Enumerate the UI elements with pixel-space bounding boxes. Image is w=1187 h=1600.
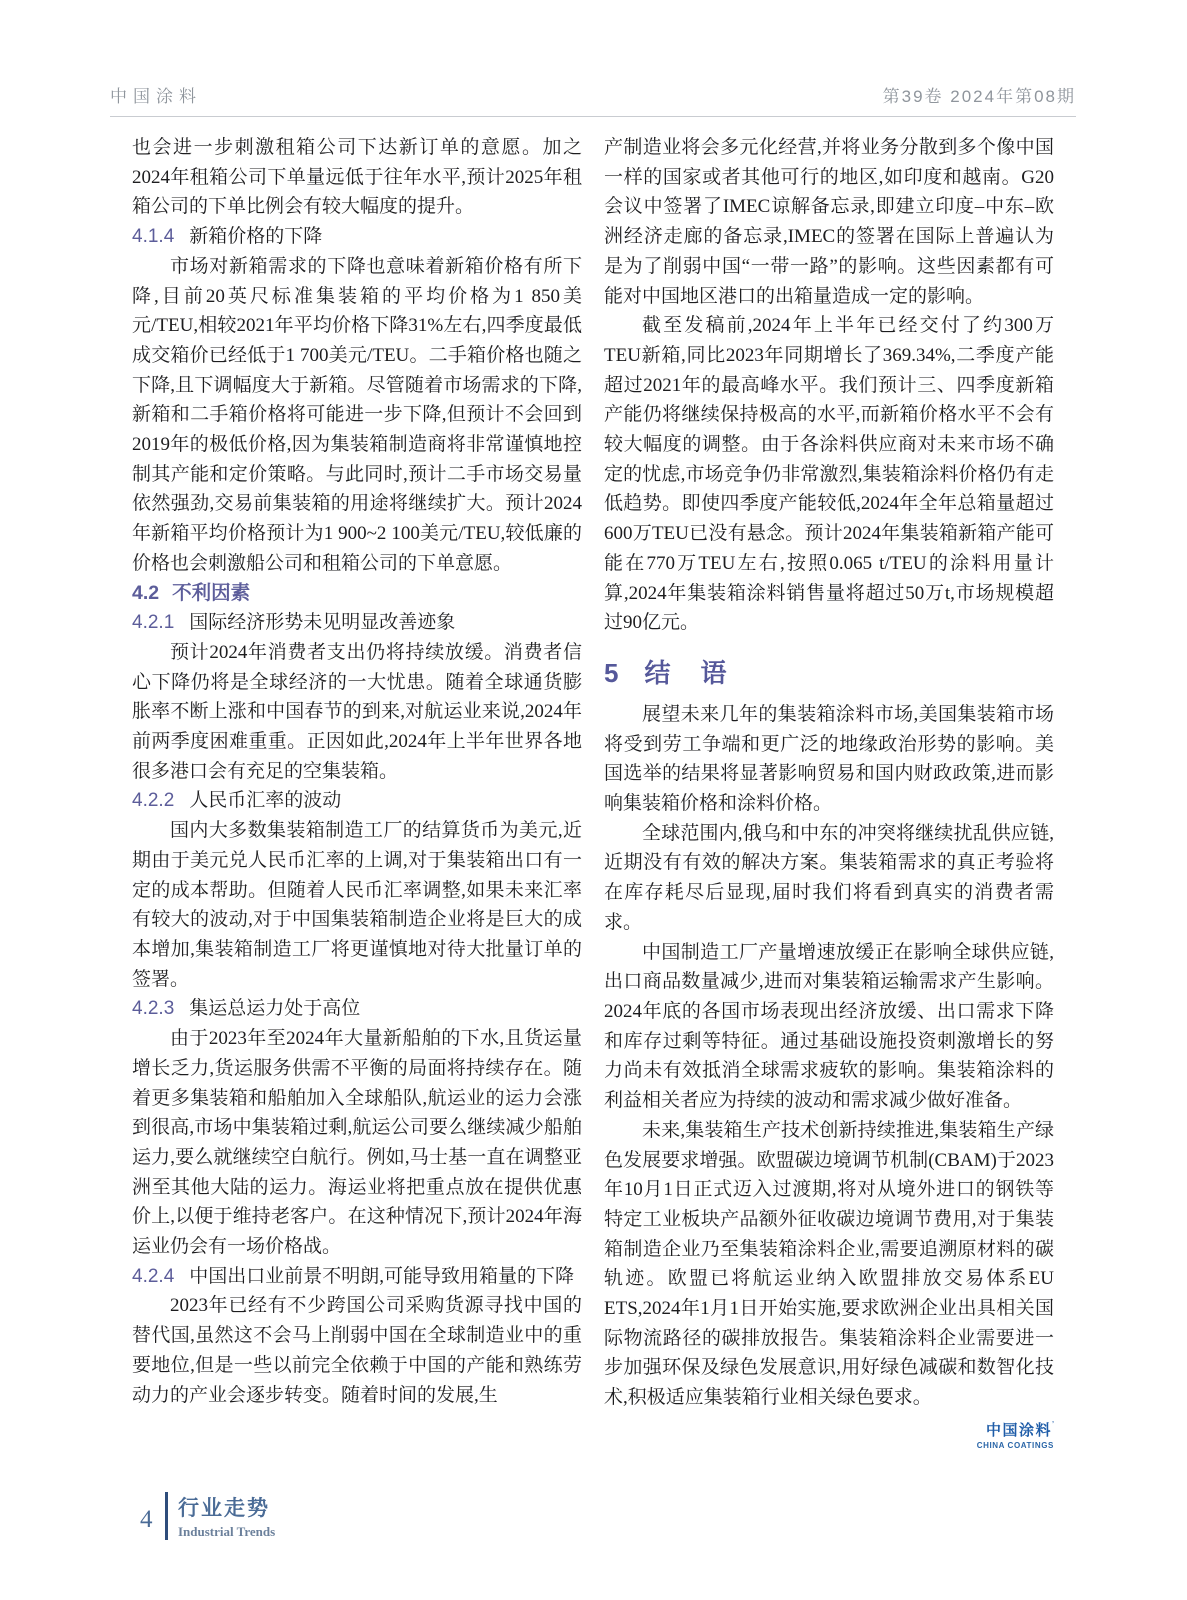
paragraph: 国内大多数集装箱制造工厂的结算货币为美元,近期由于美元兑人民币汇率的上调,对于集装箱出口有一定的成本帮助。但随着人民币汇率调整,如果未来汇率有较大的波动,对于中国集装箱制造企业将是巨大的成本增加,集装箱制造工厂将更谨慎地对待大批量订单的签署。 bbox=[132, 820, 582, 990]
paragraph: 截至发稿前,2024年上半年已经交付了约300万TEU新箱,同比2023年同期增长了369.34%,二季度产能超过2021年的最高峰水平。我们预计三、四季度新箱产能仍将继续保持极高的水平,而新箱价格水平不会有较大幅度的调整。由于各涂料供应商对未来市场不确定的忧虑,市场竞争仍非常激烈,集装箱涂料价格仍有走低趋势。即使四季度产能较低,2024年全年总箱量超过600万TEU已没有悬念。预计2024年集装箱新箱产能可能在770万TEU左右,按照0.065 t/TEU的涂料用量计算,2024年集装箱涂料销售量将超过50万t,市场规模超过90亿元。 bbox=[604, 315, 1054, 634]
section-number: 4.1.4 bbox=[132, 226, 175, 248]
paragraph: 中国制造工厂产量增速放缓正在影响全球供应链,出口商品数量减少,进而对集装箱运输需求产生影响。2024年底的各国市场表现出经济放缓、出口需求下降和库存过剩等特征。通过基础设施投资刺激增长的努力尚未有效抵消全球需求疲软的影响。集装箱涂料的利益相关者应为持续的波动和需求减少做好准备。 bbox=[604, 941, 1054, 1112]
section-title: 集运总运力处于高位 bbox=[189, 998, 361, 1020]
section-number: 4.2.2 bbox=[132, 790, 175, 812]
section-heading-5-conclusion bbox=[604, 655, 1054, 691]
paragraph: 产制造业将会多元化经营,并将业务分散到多个像中国一样的国家或者其他可行的地区,如印度和越南。G20会议中签署了IMEC谅解备忘录,即建立印度–中东–欧洲经济走廊的备忘录,IMEC的签署在国际上普遍认为是为了削弱中国“一带一路”的影响。这些因素都有可能对中国地区港口的出箱量造成一定的影响。 bbox=[604, 137, 1054, 307]
section-heading-4-1-4 bbox=[132, 222, 582, 252]
right-column bbox=[604, 133, 1054, 1450]
section-heading-4-2-2 bbox=[132, 786, 582, 816]
paragraph: 展望未来几年的集装箱涂料市场,美国集装箱市场将受到劳工争端和更广泛的地缘政治形势的影响。美国选举的结果将显著影响贸易和国内财政政策,进而影响集装箱价格和涂料价格。 bbox=[604, 703, 1054, 815]
section-title: 不利因素 bbox=[172, 581, 251, 604]
article-body bbox=[132, 133, 1054, 1450]
section-heading-4-2 bbox=[132, 579, 582, 609]
section-heading-4-2-1 bbox=[132, 608, 582, 638]
footer-section-cn: 行业走势 bbox=[178, 1497, 270, 1520]
section-number: 4.2 bbox=[132, 581, 160, 604]
section-number: 4.2.3 bbox=[132, 998, 175, 1020]
page-header bbox=[110, 82, 1076, 117]
china-coatings-logo bbox=[604, 1419, 1054, 1450]
logo-text-en: CHINA COATINGS bbox=[976, 1440, 1054, 1450]
paragraph: 2023年已经有不少跨国公司采购货源寻找中国的替代国,虽然这不会马上削弱中国在全球制造业中的重要地位,但是一些以前完全依赖于中国的产能和熟练劳动力的产业会逐步转变。随着时间的发展,生 bbox=[132, 1295, 582, 1406]
section-title: 新箱价格的下降 bbox=[189, 226, 323, 248]
journal-title: 中国涂料 bbox=[110, 87, 202, 106]
footer-divider-bar bbox=[165, 1492, 169, 1540]
section-heading-4-2-3 bbox=[132, 994, 582, 1024]
section-heading-4-2-4 bbox=[132, 1262, 582, 1292]
issue-info: 第39卷 2024年第08期 bbox=[882, 87, 1076, 106]
page-footer bbox=[140, 1492, 275, 1540]
section-title: 国际经济形势未见明显改善迹象 bbox=[189, 612, 456, 634]
paragraph: 市场对新箱需求的下降也意味着新箱价格有所下降,目前20英尺标准集装箱的平均价格为1 850美元/TEU,相较2021年平均价格下降31%左右,四季度最低成交箱价已经低于1 700美元/TEU。二手箱价格也随之下降,且下调幅度大于新箱。尽管随着市场需求的下降,新箱和二手箱价格将可能进一步下降,但预计不会回到2019年的极低价格,因为集装箱制造商将非常谨慎地控制其产能和定价策略。与此同时,预计二手市场交易量依然强劲,交易前集装箱的用途将继续扩大。预计2024年新箱平均价格预计为1 900~2 100美元/TEU,较低廉的价格也会刺激船公司和租箱公司的下单意愿。 bbox=[132, 255, 582, 574]
left-column bbox=[132, 133, 582, 1450]
section-title: 中国出口业前景不明朗,可能导致用箱量的下降 bbox=[189, 1265, 575, 1287]
paragraph: 未来,集装箱生产技术创新持续推进,集装箱生产绿色发展要求增强。欧盟碳边境调节机制(CBAM)于2023年10月1日正式迈入过渡期,将对从境外进口的钢铁等特定工业板块产品额外征收碳边境调节费用,对于集装箱制造企业乃至集装箱涂料企业,需要追溯原材料的碳轨迹。欧盟已将航运业纳入欧盟排放交易体系EU ETS,2024年1月1日开始实施,要求欧洲企业出具相关国际物流路径的碳排放报告。集装箱涂料企业需要进一步加强环保及绿色发展意识,用好绿色减碳和数智化技术,积极适应集装箱行业相关绿色要求。 bbox=[604, 1119, 1054, 1409]
paragraph: 全球范围内,俄乌和中东的冲突将继续扰乱供应链,近期没有有效的解决方案。集装箱需求的真正考验将在库存耗尽后显现,届时我们将看到真实的消费者需求。 bbox=[604, 822, 1054, 933]
paragraph: 由于2023年至2024年大量新船舶的下水,且货运量增长乏力,货运服务供需不平衡的局面将持续存在。随着更多集装箱和船舶加入全球船队,航运业的运力会涨到很高,市场中集装箱过剩,航运公司要么继续减少船舶运力,要么就继续空白航行。例如,马士基一直在调整亚洲至其他大陆的运力。海运业将把重点放在提供优惠价上,以便于维持老客户。在这种情况下,预计2024年海运业仍会有一场价格战。 bbox=[132, 1028, 582, 1258]
logo-trademark-mark: ’ bbox=[1052, 1419, 1054, 1430]
section-number: 5 bbox=[604, 657, 619, 688]
logo-text-cn: 中国涂料 bbox=[985, 1421, 1052, 1439]
page-number: 4 bbox=[140, 1506, 153, 1533]
section-title: 人民币汇率的波动 bbox=[189, 790, 342, 812]
section-title: 结 语 bbox=[644, 657, 729, 688]
section-number: 4.2.1 bbox=[132, 612, 175, 634]
paragraph: 也会进一步刺激租箱公司下达新订单的意愿。加之2024年租箱公司下单量远低于往年水平,预计2025年租箱公司的下单比例会有较大幅度的提升。 bbox=[132, 137, 582, 218]
footer-section-en: Industrial Trends bbox=[178, 1524, 276, 1539]
paragraph: 预计2024年消费者支出仍将持续放缓。消费者信心下降仍将是全球经济的一大忧患。随着全球通货膨胀率不断上涨和中国春节的到来,对航运业来说,2024年前两季度困难重重。正因如此,2024年上半年世界各地很多港口会有充足的空集装箱。 bbox=[132, 641, 582, 782]
section-number: 4.2.4 bbox=[132, 1265, 175, 1287]
